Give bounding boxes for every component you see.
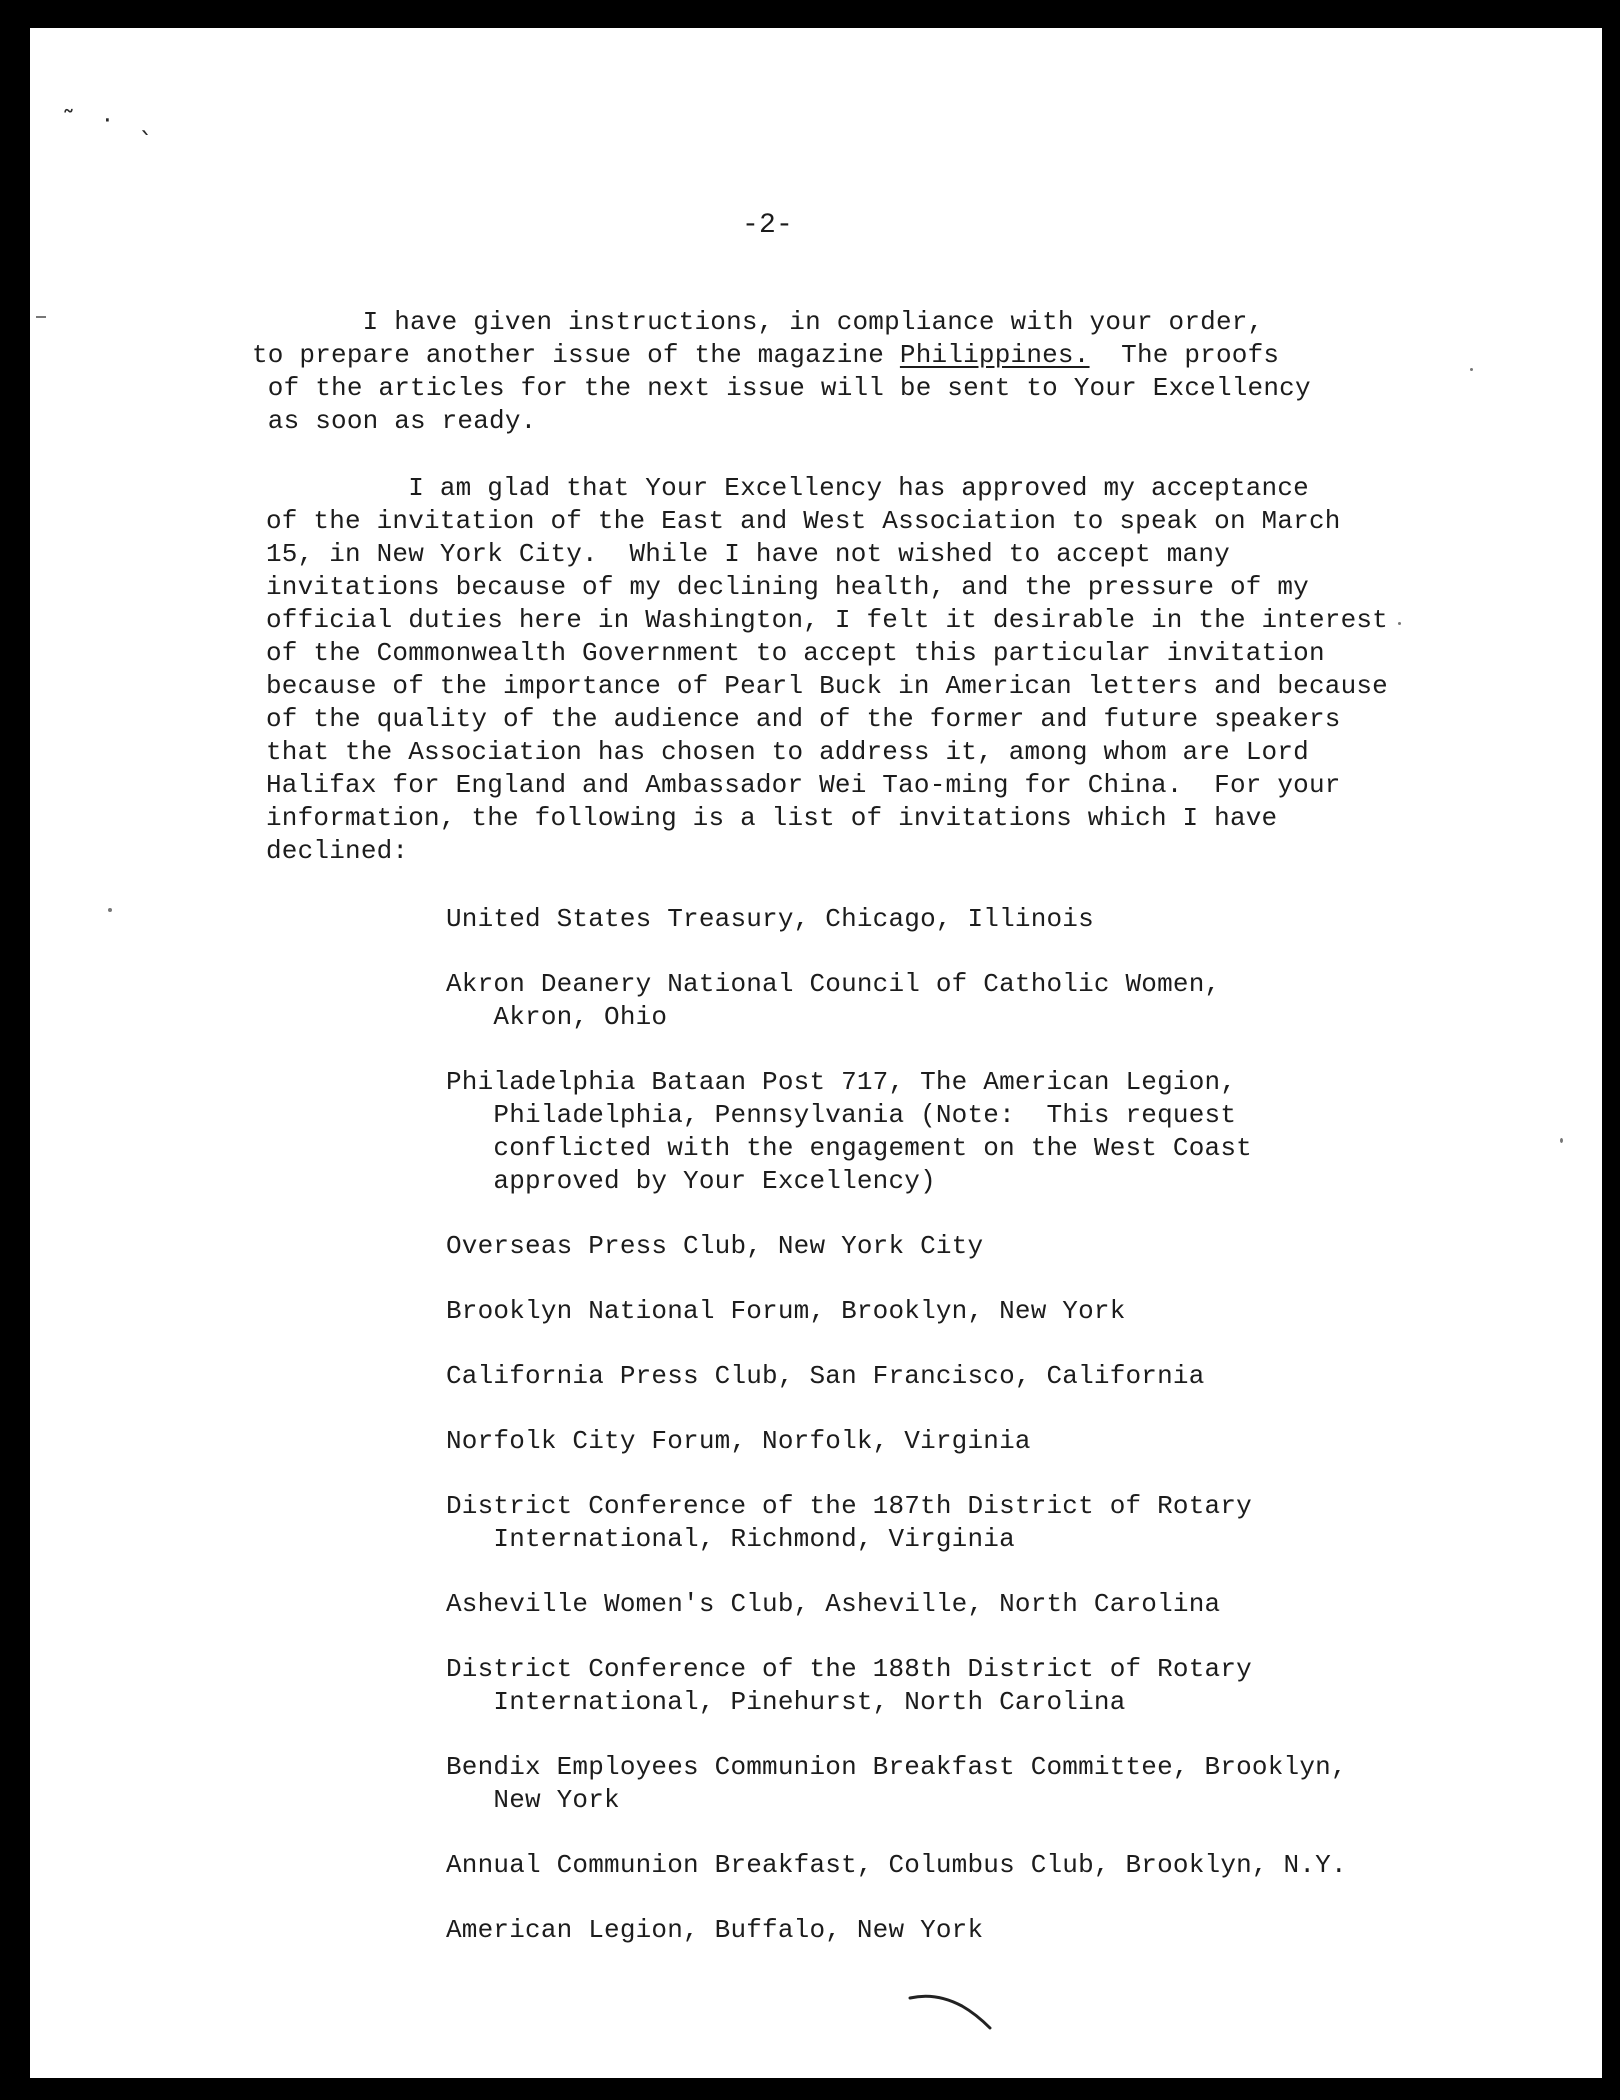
stray-marks-top-left: ˜ · ˎ [62, 106, 163, 136]
invitation-item: United States Treasury, Chicago, Illinois [446, 904, 1094, 934]
paragraph2-line-5: official duties here in Washington, I felt it desirable in the interest [266, 605, 1388, 635]
paragraph2-line-10: Halifax for England and Ambassador Wei Tao-ming for China. For your [266, 770, 1341, 800]
invitation-item: District Conference of the 188th District of Rotary International, Pinehurst, North Carolina [446, 1654, 1252, 1717]
paragraph2-line-9: that the Association has chosen to address it, among whom are Lord [266, 737, 1309, 767]
paragraph-magazine-instructions [252, 306, 1311, 438]
paper-speck [108, 908, 112, 912]
paragraph1-line-1: I have given instructions, in compliance with your order, [252, 307, 1264, 337]
paragraph2-line-1: I am glad that Your Excellency has approved my acceptance [266, 473, 1309, 503]
magazine-title: Philippines. [899, 340, 1090, 370]
paragraph2-line-3: 15, in New York City. While I have not wished to accept many [266, 539, 1230, 569]
invitation-item: Overseas Press Club, New York City [446, 1231, 984, 1261]
paragraph2-line-12: declined: [266, 836, 409, 866]
paper-speck [1470, 368, 1473, 371]
paragraph1-line-2: to prepare another issue of the magazine [252, 340, 900, 370]
invitation-item: Bendix Employees Communion Breakfast Committee, Brooklyn, New York [446, 1752, 1347, 1815]
paragraph2-line-11: information, the following is a list of invitations which I have [266, 803, 1278, 833]
invitation-item: Akron Deanery National Council of Catholic Women, Akron, Ohio [446, 969, 1221, 1032]
declined-invitations-list [446, 903, 1446, 1979]
paragraph2-line-8: of the quality of the audience and of the former and future speakers [266, 704, 1341, 734]
invitation-item: District Conference of the 187th District of Rotary International, Richmond, Virginia [446, 1491, 1252, 1554]
invitation-item: Philadelphia Bataan Post 717, The American Legion, Philadelphia, Pennsylvania (Note: This request conflicted with the engagement on the West Coast approved by Your Excellency) [446, 1067, 1252, 1196]
paragraph1-line-2-tail: The proofs [1089, 340, 1280, 370]
paragraph-invitation-acceptance [266, 472, 1388, 868]
paragraph1-line-4: as soon as ready. [252, 406, 537, 436]
invitation-item: California Press Club, San Francisco, California [446, 1361, 1205, 1391]
paper-speck [36, 316, 46, 318]
invitation-item: Norfolk City Forum, Norfolk, Virginia [446, 1426, 1031, 1456]
document-page [30, 28, 1602, 2078]
invitation-item: Brooklyn National Forum, Brooklyn, New York [446, 1296, 1126, 1326]
invitation-item: Annual Communion Breakfast, Columbus Club, Brooklyn, N.Y. [446, 1850, 1347, 1880]
pen-flourish-mark [906, 1992, 996, 2032]
paragraph2-line-7: because of the importance of Pearl Buck in American letters and because [266, 671, 1388, 701]
invitation-item: American Legion, Buffalo, New York [446, 1915, 984, 1945]
paragraph2-line-2: of the invitation of the East and West Association to speak on March [266, 506, 1341, 536]
paragraph2-line-6: of the Commonwealth Government to accept this particular invitation [266, 638, 1325, 668]
paper-speck [1560, 1138, 1563, 1143]
page-number: -2- [742, 210, 794, 241]
paragraph2-line-4: invitations because of my declining health, and the pressure of my [266, 572, 1309, 602]
invitation-item: Asheville Women's Club, Asheville, North Carolina [446, 1589, 1221, 1619]
paper-speck [1398, 622, 1401, 625]
paragraph1-line-3: of the articles for the next issue will be sent to Your Excellency [252, 373, 1311, 403]
